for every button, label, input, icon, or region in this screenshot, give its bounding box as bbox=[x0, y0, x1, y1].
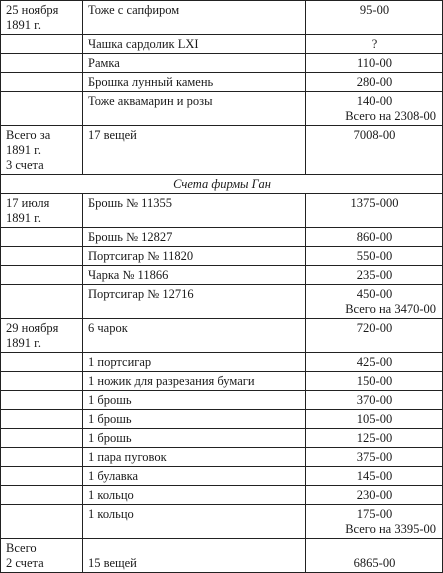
amount-value: 375-00 bbox=[356, 450, 393, 464]
date-cell bbox=[1, 92, 83, 126]
item-cell: 1 брошь bbox=[83, 391, 306, 410]
amount-cell bbox=[306, 429, 443, 448]
item-cell: Тоже аквамарин и розы bbox=[83, 92, 306, 126]
accounts-table-body bbox=[1, 1, 443, 573]
item-cell: 1 пара пуговок bbox=[83, 448, 306, 467]
table-row bbox=[1, 486, 443, 505]
date-cell bbox=[1, 353, 83, 372]
date-cell bbox=[1, 391, 83, 410]
amount-cell bbox=[306, 228, 443, 247]
table-row bbox=[1, 92, 443, 126]
amount-value: 145-00 bbox=[356, 469, 393, 483]
section-header-row bbox=[1, 175, 443, 194]
item-cell: Портсигар № 12716 bbox=[83, 285, 306, 319]
amount-value: 720-00 bbox=[356, 321, 393, 335]
amount-value: 280-00 bbox=[356, 75, 393, 89]
amount-cell bbox=[306, 194, 443, 228]
item-cell: 6 чарок bbox=[83, 319, 306, 353]
amount-cell bbox=[306, 467, 443, 486]
item-cell: Брошка лунный камень bbox=[83, 73, 306, 92]
amount-value: 140-00 bbox=[356, 94, 393, 108]
amount-cell bbox=[306, 92, 443, 126]
item-cell: 1 кольцо bbox=[83, 486, 306, 505]
amount-cell bbox=[306, 126, 443, 175]
amount-value: 370-00 bbox=[356, 393, 393, 407]
table-row bbox=[1, 247, 443, 266]
amount-cell bbox=[306, 285, 443, 319]
amount-cell bbox=[306, 448, 443, 467]
date-cell bbox=[1, 35, 83, 54]
summary-label-cell: Всего за 1891 г. 3 счета bbox=[1, 126, 83, 175]
item-cell: Брошь № 11355 bbox=[83, 194, 306, 228]
table-row bbox=[1, 410, 443, 429]
table-row bbox=[1, 467, 443, 486]
amount-cell bbox=[306, 247, 443, 266]
item-cell: Портсигар № 11820 bbox=[83, 247, 306, 266]
item-cell: 1 кольцо bbox=[83, 505, 306, 539]
running-total: Всего на 3395-00 bbox=[345, 522, 436, 536]
table-row bbox=[1, 285, 443, 319]
date-cell bbox=[1, 429, 83, 448]
date-cell bbox=[1, 247, 83, 266]
amount-cell bbox=[306, 410, 443, 429]
summary-row bbox=[1, 539, 443, 573]
running-total: Всего на 3470-00 bbox=[345, 302, 436, 316]
table-row bbox=[1, 73, 443, 92]
amount-cell bbox=[306, 54, 443, 73]
table-row bbox=[1, 372, 443, 391]
amount-cell bbox=[306, 266, 443, 285]
date-cell bbox=[1, 54, 83, 73]
table-row bbox=[1, 1, 443, 35]
amount-value: 235-00 bbox=[356, 268, 393, 282]
date-cell: 29 ноября 1891 г. bbox=[1, 319, 83, 353]
amount-value: 150-00 bbox=[356, 374, 393, 388]
amount-value: 105-00 bbox=[356, 412, 393, 426]
table-row bbox=[1, 319, 443, 353]
table-row bbox=[1, 353, 443, 372]
amount-value: 110-00 bbox=[357, 56, 392, 70]
summary-row bbox=[1, 126, 443, 175]
date-cell bbox=[1, 266, 83, 285]
amount-value: 175-00 bbox=[356, 507, 393, 521]
table-row bbox=[1, 448, 443, 467]
item-cell: Брошь № 12827 bbox=[83, 228, 306, 247]
date-cell bbox=[1, 448, 83, 467]
amount-cell bbox=[306, 539, 443, 573]
summary-label-cell: Всего 2 счета bbox=[1, 539, 83, 573]
item-cell: Чарка № 11866 bbox=[83, 266, 306, 285]
item-cell: 1 булавка bbox=[83, 467, 306, 486]
amount-value: ? bbox=[371, 37, 378, 51]
item-cell: Тоже с сапфиром bbox=[83, 1, 306, 35]
table-row bbox=[1, 194, 443, 228]
table-row bbox=[1, 228, 443, 247]
date-cell bbox=[1, 486, 83, 505]
date-cell: 17 июля 1891 г. bbox=[1, 194, 83, 228]
amount-value: 230-00 bbox=[356, 488, 393, 502]
date-cell bbox=[1, 467, 83, 486]
amount-value: 450-00 bbox=[356, 287, 393, 301]
running-total: Всего на 2308-00 bbox=[345, 109, 436, 123]
item-cell: 15 вещей bbox=[83, 539, 306, 573]
amount-cell bbox=[306, 486, 443, 505]
item-cell: 1 ножик для разрезания бумаги bbox=[83, 372, 306, 391]
table-row bbox=[1, 54, 443, 73]
amount-cell bbox=[306, 73, 443, 92]
amount-cell bbox=[306, 391, 443, 410]
amount-value: 125-00 bbox=[356, 431, 393, 445]
amount-value: 860-00 bbox=[356, 230, 393, 244]
item-cell: Рамка bbox=[83, 54, 306, 73]
date-cell bbox=[1, 410, 83, 429]
table-row bbox=[1, 266, 443, 285]
date-cell bbox=[1, 228, 83, 247]
amount-value: 6865-00 bbox=[353, 556, 396, 570]
amount-cell bbox=[306, 35, 443, 54]
amount-cell bbox=[306, 319, 443, 353]
amount-cell bbox=[306, 1, 443, 35]
amount-cell bbox=[306, 372, 443, 391]
item-cell: 1 брошь bbox=[83, 429, 306, 448]
date-cell bbox=[1, 285, 83, 319]
date-cell bbox=[1, 73, 83, 92]
section-title: Счета фирмы Ган bbox=[1, 175, 443, 194]
item-cell: 1 брошь bbox=[83, 410, 306, 429]
table-row bbox=[1, 429, 443, 448]
item-cell: 1 портсигар bbox=[83, 353, 306, 372]
table-row bbox=[1, 505, 443, 539]
amount-value: 550-00 bbox=[356, 249, 393, 263]
amount-value: 425-00 bbox=[356, 355, 393, 369]
amount-value: 95-00 bbox=[359, 3, 390, 17]
date-cell bbox=[1, 505, 83, 539]
date-cell bbox=[1, 372, 83, 391]
amount-value: 7008-00 bbox=[353, 128, 396, 142]
table-row bbox=[1, 391, 443, 410]
amount-cell bbox=[306, 353, 443, 372]
date-cell: 25 ноября 1891 г. bbox=[1, 1, 83, 35]
amount-value: 1375-000 bbox=[350, 196, 399, 210]
item-cell: Чашка сардолик LXI bbox=[83, 35, 306, 54]
amount-cell bbox=[306, 505, 443, 539]
item-cell: 17 вещей bbox=[83, 126, 306, 175]
table-row bbox=[1, 35, 443, 54]
